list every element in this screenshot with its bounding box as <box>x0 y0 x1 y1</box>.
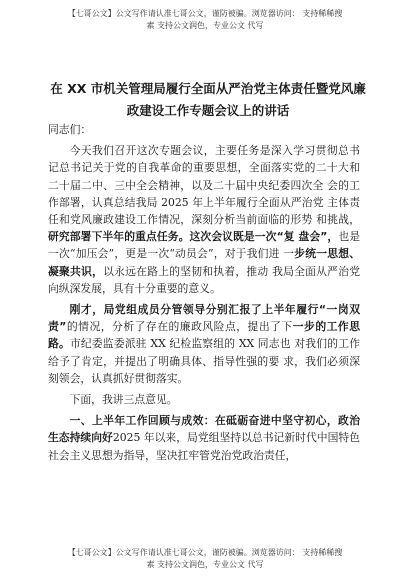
bottom-banner-line-2: 素 支持公文润色，专业公文 代写 <box>146 560 264 569</box>
section-one-heading: 一、上半年工作回顾与成效：在砥砺奋进中坚守初心，政治生态持续向好 <box>48 414 360 445</box>
top-banner-line-1: 【七哥公文】公文写作请认准七哥公文，谨防被骗。浏览器访问： 支持稀稀搜 <box>67 9 343 18</box>
paragraph-reports-text-2: 市纪委监委派驻 XX 纪检监察组的 XX 同志也 对我们的工作给予了肯定，并提出了明确具体、指导性强的要 求，我们必须深刻领会，认真抓好贯彻落实。 <box>48 337 361 385</box>
paragraph-section-one <box>48 412 360 464</box>
paragraph-reports-bold-2: 一步的工作思路。 <box>48 320 360 351</box>
paragraph-opening-text-3: 以永远在路上的坚韧和执着，推动 我局全面从严治党向纵深发展，具有十分重要的意义。 <box>48 264 361 295</box>
paragraph-reports <box>48 301 360 387</box>
paragraph-opening-bold-1: 研究部署下半年的重点任务。这次会议既是一次“复 盘会”， <box>48 230 339 244</box>
paragraph-opening-text-2: 也是一次“加压会”，更是一次“动员会”，对于我们进 一 <box>48 230 361 261</box>
top-banner-line-2: 素 支持公文润色，专业公文 代写 <box>146 21 264 30</box>
bottom-banner-line-1: 【七哥公文】公文写作请认准七哥公文，谨防被骗。浏览器访问： 支持稀稀搜 <box>67 548 343 557</box>
paragraph-reports-bold-1: 刚才，局党组成员分管领导分别汇报了上半年履行“一岗双责” <box>48 303 360 334</box>
paragraph-opening-text-1: 今天我们召开这次专题会议，主要任务是深入学习贯彻总书记总书记关于党的自我革命的重要思想，全面落实党的二十大和二十届二中、三中全会精神，以及二十届中央纪委四次全 会的工作部署，认真总结我局 2025 年上半年履行全面从严治党 主体责任和党风廉政建设工作情况，深刻分析当前面临的形势 和挑战， <box>48 144 360 227</box>
speech-title: 在 XX 市机关管理局履行全面从严治党主体责任暨党风廉政建设工作专题会议上的讲话 <box>50 81 366 118</box>
bottom-banner <box>0 547 410 571</box>
paragraph-reports-text-1: 的情况，分析了存在的廉政风险点，提出了下 <box>66 320 293 334</box>
salutation: 同志们： <box>48 123 92 136</box>
top-banner <box>0 8 410 32</box>
document-body <box>48 121 360 464</box>
paragraph-intro: 下面，我讲三点意见。 <box>69 393 178 407</box>
paragraph-opening-bold-2: 步统一思想、凝聚共识， <box>48 247 361 278</box>
paragraph-opening <box>48 142 360 297</box>
section-one-text: 2025 年以来，局党组坚持以总书记新时代中国特色社会主义思想为指导，坚决扛牢管党治党政治责任， <box>48 431 360 462</box>
